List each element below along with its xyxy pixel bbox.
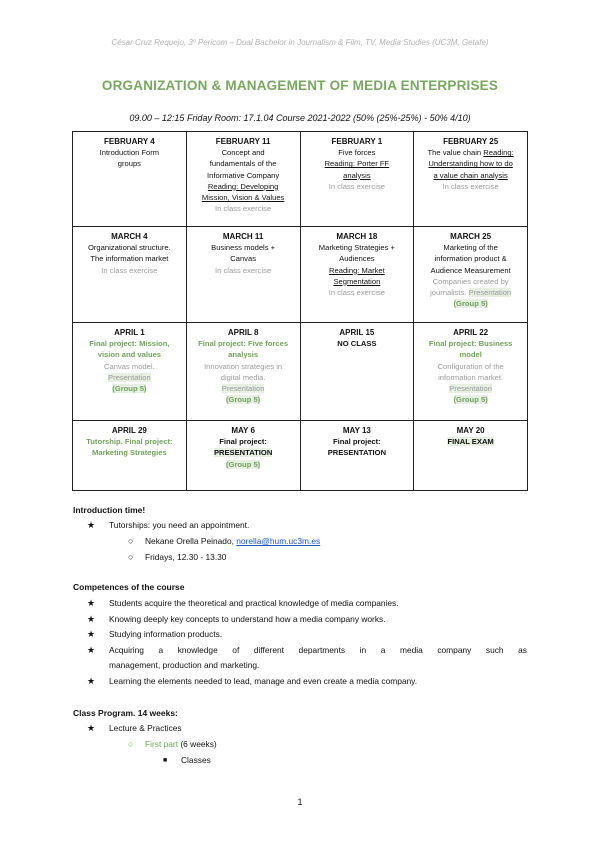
star-bullet-icon: ★ (87, 629, 96, 640)
intro-heading: Introduction time! (73, 505, 146, 515)
list-item: ★ Knowing deeply key concepts to understand how a media company works. (109, 612, 527, 628)
reading-link: Reading: Market (329, 265, 385, 275)
calendar-cell: FEBRUARY 1 Five forces Reading: Porter FF analysis In class exercise (300, 132, 414, 227)
calendar-cell: APRIL 15 NO CLASS (300, 323, 414, 421)
calendar-cell: MAY 20 FINAL EXAM (414, 421, 528, 491)
competences-list (87, 596, 527, 690)
calendar-cell: MARCH 11 Business models + Canvas In class exercise (186, 227, 300, 323)
circle-bullet-icon: ○ (128, 551, 134, 562)
list-item-continued: management, production and marketing. (109, 660, 260, 671)
document-title: ORGANIZATION & MANAGEMENT OF MEDIA ENTERPRISES (101, 78, 499, 93)
calendar-cell: MARCH 4 Organizational structure. The information market In class exercise (73, 227, 187, 323)
page-number: 1 (297, 797, 303, 807)
calendar-cell: FEBRUARY 11 Concept and fundamentals of the Informative Company Reading: Developing Mission, Vision & Values In class exercise (186, 132, 300, 227)
page-header: César Cruz Requejo, 3º Pericom – Dual Bachelor in Journalism & Film, TV, Media Studies (UC3M, Getafe) (111, 38, 489, 47)
star-bullet-icon: ★ (87, 675, 96, 686)
circle-bullet-icon: ○ (128, 739, 134, 749)
list-item: ■ Classes (181, 753, 211, 769)
calendar-cell: MAY 6 Final project: PRESENTATION (Group 5) (186, 421, 300, 491)
course-calendar-table (72, 131, 528, 491)
star-bullet-icon: ★ (87, 598, 96, 608)
email-link[interactable]: norella@hum.uc3m.es (236, 536, 321, 546)
list-item: ★ Students acquire the theoretical and practical knowledge of media companies. (109, 596, 527, 612)
calendar-cell: APRIL 8 Final project: Five forces analysis Innovation strategies in digital media. Presentation (Group 5) (186, 323, 300, 421)
competences-heading: Competences of the course (73, 582, 185, 592)
reading-link: Reading: Developing (207, 181, 279, 191)
list-item: ○ First part (6 weeks) (145, 737, 217, 753)
star-bullet-icon: ★ (87, 644, 96, 655)
reading-link: Reading: Porter FF (324, 159, 390, 169)
list-item: ○ Nekane Orella Peinado, norella@hum.uc3m.es (145, 534, 320, 550)
calendar-cell: FEBRUARY 4 Introduction Form groups (73, 132, 187, 227)
list-item: ★ Learning the elements needed to lead, manage and even create a media company. (109, 674, 527, 690)
star-bullet-icon: ★ (87, 520, 96, 530)
program-list (87, 721, 182, 737)
calendar-cell: MAY 13 Final project: PRESENTATION (300, 421, 414, 491)
star-bullet-icon: ★ (87, 613, 96, 624)
calendar-cell: MARCH 18 Marketing Strategies + Audiences Reading: Market Segmentation In class exercise (300, 227, 414, 323)
program-sublist (128, 737, 217, 753)
calendar-cell: APRIL 29 Tutorship. Final project: Marketing Strategies (73, 421, 187, 491)
list-item: ○ Fridays, 12.30 - 13.30 (145, 550, 320, 566)
program-subsublist (163, 753, 211, 769)
calendar-cell: MARCH 25 Marketing of the information product & Audience Measurement Companies created by journalists. Presentation (Group 5) (414, 227, 528, 323)
schedule-info: 09.00 – 12:15 Friday Room: 17.1.04 Course 2021-2022 (50% (25%-25%) - 50% 4/10) (129, 113, 471, 123)
circle-bullet-icon: ○ (128, 536, 134, 546)
list-item: ★ Tutorships: you need an appointment. (109, 518, 249, 534)
list-item: ★ Studying information products. (109, 627, 527, 643)
star-bullet-icon: ★ (87, 723, 96, 733)
intro-list (87, 518, 250, 534)
reading-link: Understanding how to do (428, 159, 513, 169)
intro-sublist (128, 534, 321, 565)
program-heading: Class Program. 14 weeks: (73, 708, 178, 718)
calendar-cell: FEBRUARY 25 The value chain Reading: Understanding how to do a value chain analysis In class exercise (414, 132, 528, 227)
calendar-cell: APRIL 22 Final project: Business model Configuration of the information market. Presentation (Group 5) (414, 323, 528, 421)
list-item: ★ Acquiring a knowledge of different departments in a media company such as (109, 643, 527, 659)
square-bullet-icon: ■ (163, 757, 168, 764)
list-item: ★ Lecture & Practices (109, 721, 182, 737)
calendar-cell: APRIL 1 Final project: Mission, vision and values Canvas model. Presentation (Group 5) (73, 323, 187, 421)
